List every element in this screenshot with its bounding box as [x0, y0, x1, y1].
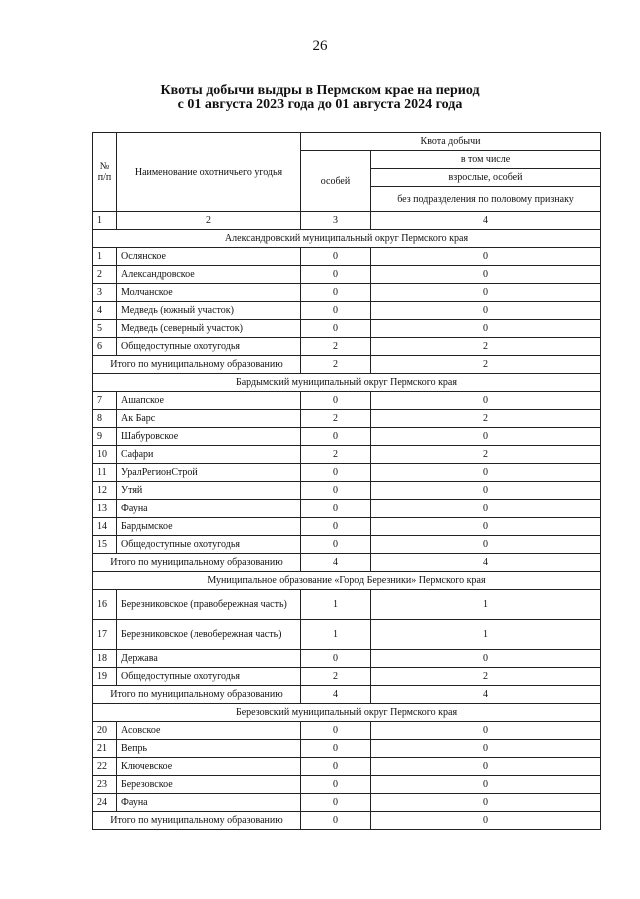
- quota-total: 0: [301, 428, 371, 446]
- quota-total: 0: [301, 464, 371, 482]
- table-row: [93, 302, 601, 320]
- header-num: № п/п: [93, 133, 117, 212]
- hunting-ground-name: Шабуровское: [117, 428, 301, 446]
- quota-total: 2: [301, 446, 371, 464]
- quota-adults: 0: [371, 722, 601, 740]
- row-number: 2: [93, 266, 117, 284]
- row-number: 16: [93, 590, 117, 620]
- table-row: [93, 266, 601, 284]
- quota-total: 0: [301, 266, 371, 284]
- hunting-ground-name: Медведь (северный участок): [117, 320, 301, 338]
- summary-total: 0: [301, 812, 371, 830]
- hunting-ground-name: Фауна: [117, 794, 301, 812]
- column-number: 1: [93, 212, 117, 230]
- hunting-ground-name: Березовское: [117, 776, 301, 794]
- quota-adults: 0: [371, 536, 601, 554]
- quota-adults: 0: [371, 758, 601, 776]
- hunting-ground-name: Бардымское: [117, 518, 301, 536]
- quota-table-body: [93, 133, 601, 830]
- section-row: [93, 230, 601, 248]
- header-including: в том числе: [371, 151, 601, 169]
- row-number: 6: [93, 338, 117, 356]
- summary-row: [93, 554, 601, 572]
- hunting-ground-name: Ашапское: [117, 392, 301, 410]
- hunting-ground-name: Березниковское (правобережная часть): [117, 590, 301, 620]
- summary-adults: 4: [371, 554, 601, 572]
- quota-adults: 0: [371, 500, 601, 518]
- quota-adults: 0: [371, 740, 601, 758]
- hunting-ground-name: Ключевское: [117, 758, 301, 776]
- row-number: 21: [93, 740, 117, 758]
- row-number: 3: [93, 284, 117, 302]
- title-line-1: Квоты добычи выдры в Пермском крае на период: [160, 83, 480, 98]
- row-number: 5: [93, 320, 117, 338]
- table-row: [93, 518, 601, 536]
- column-number: 4: [371, 212, 601, 230]
- row-number: 20: [93, 722, 117, 740]
- summary-adults: 4: [371, 686, 601, 704]
- quota-total: 0: [301, 518, 371, 536]
- hunting-ground-name: Молчанское: [117, 284, 301, 302]
- column-number: 3: [301, 212, 371, 230]
- table-row: [93, 338, 601, 356]
- row-number: 11: [93, 464, 117, 482]
- table-row: [93, 536, 601, 554]
- hunting-ground-name: Общедоступные охотугодья: [117, 338, 301, 356]
- quota-total: 1: [301, 620, 371, 650]
- row-number: 18: [93, 650, 117, 668]
- hunting-ground-name: Фауна: [117, 500, 301, 518]
- row-number: 19: [93, 668, 117, 686]
- quota-total: 0: [301, 482, 371, 500]
- row-number: 14: [93, 518, 117, 536]
- summary-row: [93, 356, 601, 374]
- quota-adults: 2: [371, 668, 601, 686]
- quota-adults: 0: [371, 650, 601, 668]
- section-row: [93, 704, 601, 722]
- quota-adults: 1: [371, 620, 601, 650]
- table-row: [93, 794, 601, 812]
- document-title: [0, 84, 640, 112]
- hunting-ground-name: Ак Барс: [117, 410, 301, 428]
- quota-total: 0: [301, 248, 371, 266]
- table-row: [93, 428, 601, 446]
- table-row: [93, 722, 601, 740]
- table-row: [93, 248, 601, 266]
- row-number: 13: [93, 500, 117, 518]
- table-row: [93, 740, 601, 758]
- table-row: [93, 650, 601, 668]
- table-row: [93, 320, 601, 338]
- hunting-ground-name: Утяй: [117, 482, 301, 500]
- hunting-ground-name: Асовское: [117, 722, 301, 740]
- quota-adults: 2: [371, 410, 601, 428]
- header-quota: Квота добычи: [301, 133, 601, 151]
- header-name: Наименование охотничьего угодья: [117, 133, 301, 212]
- summary-label: Итого по муниципальному образованию: [93, 812, 301, 830]
- row-number: 22: [93, 758, 117, 776]
- quota-adults: 0: [371, 428, 601, 446]
- hunting-ground-name: Медведь (южный участок): [117, 302, 301, 320]
- header-adults: взрослые, особей: [371, 169, 601, 187]
- hunting-ground-name: Общедоступные охотугодья: [117, 536, 301, 554]
- table-row: [93, 482, 601, 500]
- quota-total: 0: [301, 758, 371, 776]
- table-row: [93, 284, 601, 302]
- quota-adults: 0: [371, 464, 601, 482]
- row-number: 12: [93, 482, 117, 500]
- quota-adults: 1: [371, 590, 601, 620]
- hunting-ground-name: Держава: [117, 650, 301, 668]
- title-line-2: с 01 августа 2023 года до 01 августа 2024 года: [177, 97, 463, 112]
- summary-total: 2: [301, 356, 371, 374]
- header-row-1: [93, 133, 601, 151]
- quota-adults: 0: [371, 392, 601, 410]
- section-title: Муниципальное образование «Город Березники» Пермского края: [93, 572, 601, 590]
- hunting-ground-name: Общедоступные охотугодья: [117, 668, 301, 686]
- quota-total: 0: [301, 302, 371, 320]
- header-individuals: особей: [301, 151, 371, 212]
- table-row: [93, 668, 601, 686]
- hunting-ground-name: Александровское: [117, 266, 301, 284]
- quota-total: 0: [301, 776, 371, 794]
- summary-total: 4: [301, 554, 371, 572]
- table-row: [93, 410, 601, 428]
- quota-total: 0: [301, 650, 371, 668]
- summary-label: Итого по муниципальному образованию: [93, 554, 301, 572]
- row-number: 17: [93, 620, 117, 650]
- section-title: Березовский муниципальный округ Пермского края: [93, 704, 601, 722]
- quota-total: 2: [301, 668, 371, 686]
- row-number: 8: [93, 410, 117, 428]
- column-number-row: [93, 212, 601, 230]
- summary-row: [93, 812, 601, 830]
- section-title: Александровский муниципальный округ Пермского края: [93, 230, 601, 248]
- table-row: [93, 464, 601, 482]
- quota-total: 0: [301, 740, 371, 758]
- table-row: [93, 392, 601, 410]
- section-row: [93, 374, 601, 392]
- quota-adults: 0: [371, 302, 601, 320]
- quota-total: 1: [301, 590, 371, 620]
- quota-total: 0: [301, 320, 371, 338]
- table-row: [93, 620, 601, 650]
- table-row: [93, 776, 601, 794]
- hunting-ground-name: Сафари: [117, 446, 301, 464]
- row-number: 1: [93, 248, 117, 266]
- quota-adults: 0: [371, 518, 601, 536]
- quota-total: 0: [301, 722, 371, 740]
- quota-total: 0: [301, 794, 371, 812]
- table-row: [93, 500, 601, 518]
- table-row: [93, 590, 601, 620]
- quota-total: 0: [301, 536, 371, 554]
- quota-adults: 0: [371, 266, 601, 284]
- quota-total: 0: [301, 284, 371, 302]
- quota-adults: 2: [371, 338, 601, 356]
- quota-adults: 0: [371, 248, 601, 266]
- summary-label: Итого по муниципальному образованию: [93, 686, 301, 704]
- summary-label: Итого по муниципальному образованию: [93, 356, 301, 374]
- column-number: 2: [117, 212, 301, 230]
- quota-total: 2: [301, 410, 371, 428]
- quota-adults: 0: [371, 482, 601, 500]
- quota-adults: 0: [371, 284, 601, 302]
- quota-adults: 0: [371, 776, 601, 794]
- quota-total: 0: [301, 392, 371, 410]
- row-number: 7: [93, 392, 117, 410]
- hunting-ground-name: УралРегионСтрой: [117, 464, 301, 482]
- summary-adults: 0: [371, 812, 601, 830]
- row-number: 24: [93, 794, 117, 812]
- quota-total: 0: [301, 500, 371, 518]
- page-number: 26: [312, 38, 328, 54]
- summary-adults: 2: [371, 356, 601, 374]
- quota-table: [92, 132, 601, 830]
- hunting-ground-name: Березниковское (левобережная часть): [117, 620, 301, 650]
- quota-adults: 0: [371, 794, 601, 812]
- summary-total: 4: [301, 686, 371, 704]
- row-number: 15: [93, 536, 117, 554]
- section-title: Бардымский муниципальный округ Пермского края: [93, 374, 601, 392]
- row-number: 23: [93, 776, 117, 794]
- section-row: [93, 572, 601, 590]
- hunting-ground-name: Ослянское: [117, 248, 301, 266]
- table-row: [93, 758, 601, 776]
- row-number: 10: [93, 446, 117, 464]
- table-row: [93, 446, 601, 464]
- quota-adults: 2: [371, 446, 601, 464]
- quota-total: 2: [301, 338, 371, 356]
- header-no-gender: без подразделения по половому признаку: [371, 187, 601, 212]
- summary-row: [93, 686, 601, 704]
- row-number: 9: [93, 428, 117, 446]
- quota-adults: 0: [371, 320, 601, 338]
- row-number: 4: [93, 302, 117, 320]
- hunting-ground-name: Вепрь: [117, 740, 301, 758]
